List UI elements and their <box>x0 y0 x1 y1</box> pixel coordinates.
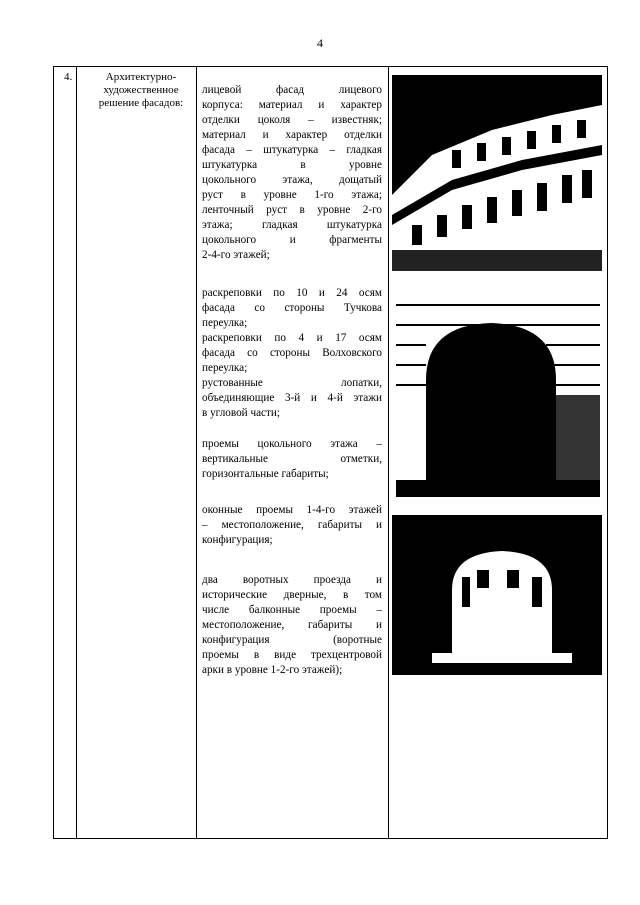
text-line: цокольного и фрагменты <box>202 234 382 246</box>
basement-openings-text <box>202 437 382 482</box>
text-line: переулка; <box>202 317 248 329</box>
text-line: исторические дверные, в том <box>202 589 382 601</box>
text-line: проемы в виде трехцентровой <box>202 649 382 661</box>
text-line: корпуса: материал и характер <box>202 99 382 111</box>
gateway-openings-text <box>202 573 382 678</box>
text-line: числе балконные проемы – <box>202 604 382 616</box>
column-divider <box>76 67 77 838</box>
row-title <box>82 71 200 110</box>
row-title-line: художественное <box>103 84 179 96</box>
text-line: 2-4-го этажей; <box>202 249 270 261</box>
text-line: рустованные лопатки, <box>202 377 382 389</box>
facade-photo <box>392 75 602 271</box>
text-line: конфигурация; <box>202 534 273 546</box>
text-line: горизонтальные габариты; <box>202 468 329 480</box>
text-line: два воротных проезда и <box>202 574 382 586</box>
text-line: – местоположение, габариты и <box>202 519 382 531</box>
courtyard-passage-photo <box>392 515 602 675</box>
text-line: цокольного этажа, дощатый <box>202 174 382 186</box>
text-line: в угловой части; <box>202 407 280 419</box>
text-line: штукатурка в уровне <box>202 159 382 171</box>
text-line: проемы цокольного этажа – <box>202 438 382 450</box>
text-line: переулка; <box>202 362 248 374</box>
column-divider <box>388 67 389 838</box>
text-line: арки в уровне 1-2-го этажей); <box>202 664 343 676</box>
text-line: фасада – штукатурка – гладкая <box>202 144 382 156</box>
text-line: фасада со стороны Тучкова <box>202 302 382 314</box>
heritage-table <box>53 66 608 839</box>
text-line: вертикальные отметки, <box>202 453 382 465</box>
text-line: лицевой фасад лицевого <box>202 84 382 96</box>
projections-text <box>202 286 382 421</box>
window-openings-text <box>202 503 382 548</box>
text-line: этажа; гладкая штукатурка <box>202 219 382 231</box>
row-number: 4. <box>64 71 73 83</box>
text-line: руст в уровне 1-го этажа; <box>202 189 382 201</box>
text-line: конфигурация (воротные <box>202 634 382 646</box>
facade-material-text <box>202 83 382 263</box>
row-title-line: Архитектурно- <box>105 71 177 83</box>
text-line: раскреповки по 10 и 24 осям <box>202 287 382 299</box>
text-line: объединяющие 3-й и 4-й этажи <box>202 392 382 404</box>
text-line: отделки цоколя – известняк; <box>202 114 382 126</box>
text-line: местоположение, габариты и <box>202 619 382 631</box>
row-title-line: решение фасадов: <box>98 97 184 109</box>
text-line: ленточный руст в уровне 2-го <box>202 204 382 216</box>
text-line: оконные проемы 1-4-го этажей <box>202 504 382 516</box>
page-number: 4 <box>317 36 323 50</box>
text-line: фасада со стороны Волховского <box>202 347 382 359</box>
arch-gateway-photo <box>396 285 600 497</box>
text-line: раскреповки по 4 и 17 осям <box>202 332 382 344</box>
column-divider <box>196 67 197 838</box>
text-line: материал и характер отделки <box>202 129 382 141</box>
